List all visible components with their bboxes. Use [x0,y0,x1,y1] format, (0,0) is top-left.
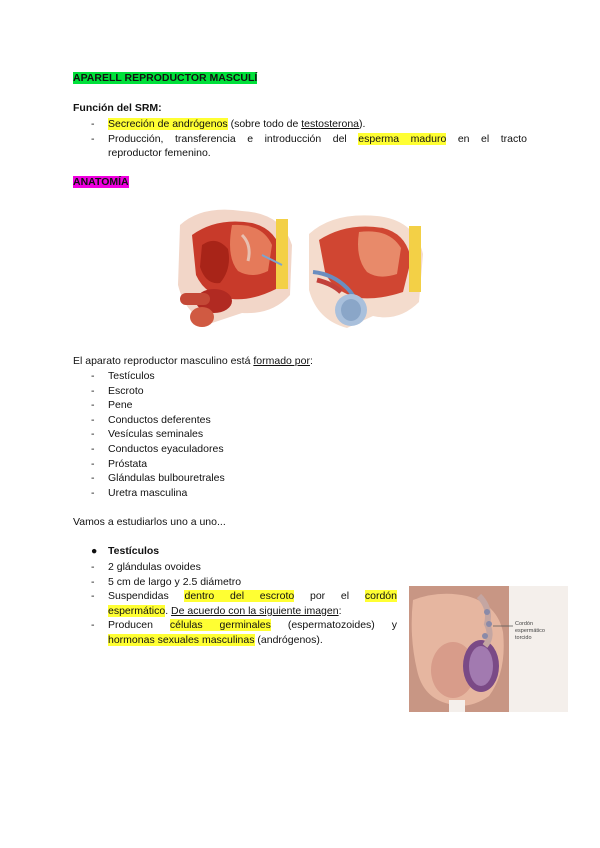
list-item: - Uretra masculina [91,486,527,501]
text: : [338,604,342,617]
highlight-androgenos: Secreción de andrógenos [108,118,228,130]
highlight-cordon: cordón [364,590,397,603]
list-item: - Próstata [91,457,527,472]
testiculos-item3-line1 [108,589,397,604]
funcion-item2-line1 [108,132,527,147]
highlight-hormonas: hormonas sexuales masculinas [108,633,255,646]
testiculos-heading [91,545,159,557]
text: (sobre todo de [227,118,302,130]
figure-label-line: espermático [515,628,545,634]
underlined-formado-por: formado por [253,355,310,367]
underlined-de-acuerdo: De acuerdo con la siguiente imagen [171,604,339,617]
list-item: - Conductos eyaculadores [91,442,527,457]
text: (espermatozoides) y [270,619,397,632]
list-item: - Glándulas bulbouretrales [91,471,527,486]
text: : [309,355,313,367]
funcion-heading: Función del SRM: [73,102,162,114]
highlight-celulas-germinales: células germinales [169,619,271,632]
figure-label-line: torcido [515,635,532,641]
figure-label-line: Cordón [515,621,534,627]
anatomia-heading [73,176,129,188]
testiculos-item4-line1 [108,618,397,633]
list-item: - Escroto [91,384,527,399]
list-item [91,618,397,647]
list-item: - 2 glándulas ovoides [91,560,397,575]
text: (andrógenos). [254,633,323,646]
page-title [73,72,257,84]
pelvis-illustration-left [172,205,298,330]
text: Suspendidas [108,590,185,603]
bullet-icon: ● [91,545,98,557]
testiculos-heading-text: Testículos [108,545,160,557]
text: por el [294,590,365,603]
text: en el tracto [446,132,528,145]
text: El aparato reproductor masculino está [73,355,254,367]
funcion-list [91,117,527,161]
testiculos-item3-line2 [108,604,397,619]
text: Producción, transferencia e introducción del [108,132,359,145]
testicle-figure [409,586,568,712]
funcion-item2-line2: reproductor femenino. [108,147,211,160]
formado-paragraph [73,355,313,367]
list-item: - 5 cm de largo y 2.5 diámetro [91,575,397,590]
list-item [91,132,527,161]
highlight-esperma: esperma maduro [358,132,447,145]
list-item: - Conductos deferentes [91,413,527,428]
figure-label [515,621,545,642]
text: ). [359,118,366,130]
list-item: - Testículos [91,369,527,384]
vamos-paragraph: Vamos a estudiarlos uno a uno... [73,516,226,528]
title-text: APARELL REPRODUCTOR MASCULÍ [73,72,258,84]
list-item: - Vesículas seminales [91,427,527,442]
pelvis-illustration-right [303,210,429,332]
text: Producen [108,619,170,632]
highlight-espermatico: espermático [108,604,166,617]
list-item [91,117,527,132]
list-item [91,589,397,618]
organs-list [91,369,527,500]
list-item: - Pene [91,398,527,413]
testiculos-item4-line2 [108,633,397,648]
anatomia-text: ANATOMÍA [73,176,129,188]
underlined-testosterona: testosterona [301,118,360,130]
text: . [165,604,172,617]
testiculos-list [91,560,397,648]
highlight-dentro-escroto: dentro del escroto [184,590,295,603]
